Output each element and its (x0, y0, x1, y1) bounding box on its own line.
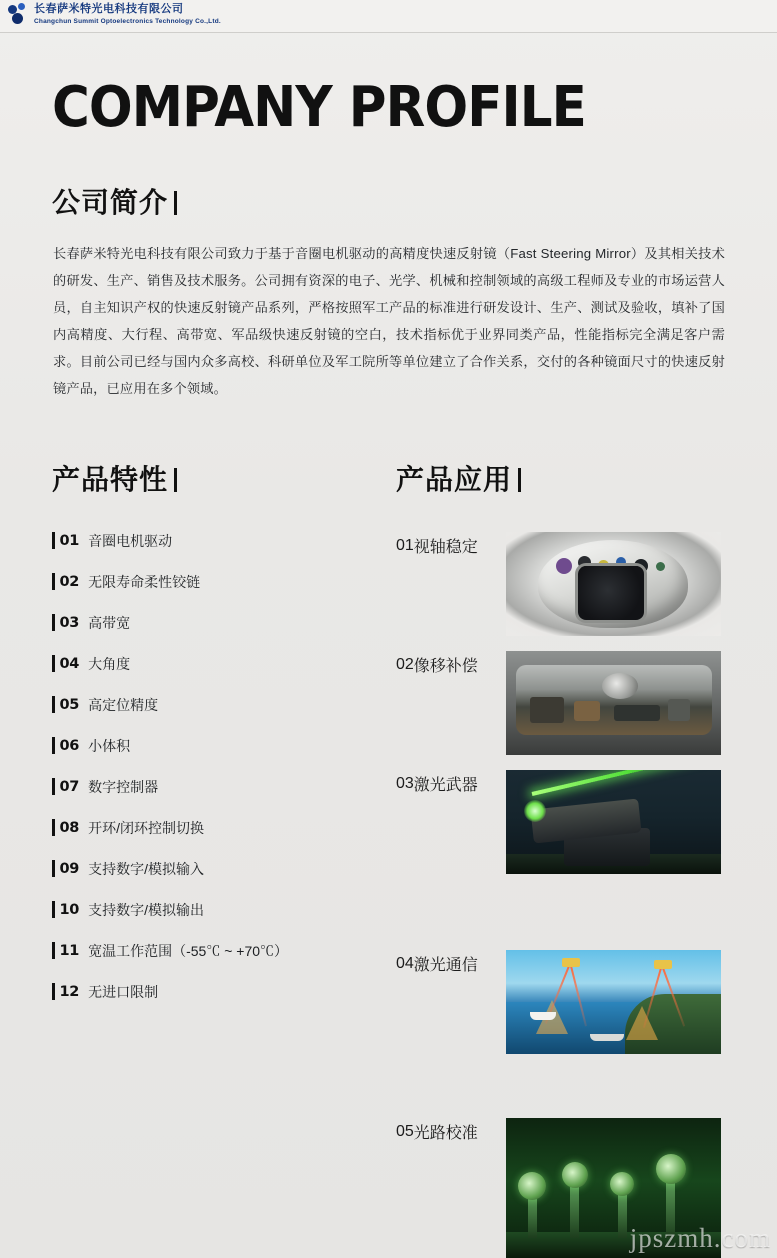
item-bar-icon (52, 737, 55, 754)
features-heading (52, 458, 177, 498)
item-label: 视轴稳定 (413, 539, 478, 556)
item-label: 音圈电机驱动 (88, 533, 173, 549)
item-number: 03 (396, 774, 414, 792)
list-item (52, 983, 372, 1005)
laser-weapon-image (506, 770, 721, 874)
list-item (52, 573, 372, 595)
list-item (52, 819, 372, 841)
item-number: 04 (396, 954, 414, 972)
application-label-group (396, 651, 506, 676)
item-number-group (52, 655, 79, 672)
list-item (52, 901, 372, 923)
item-number-group (52, 942, 79, 959)
features-heading-text: 产品特性 (52, 464, 169, 495)
item-label: 光路校准 (413, 1125, 478, 1142)
list-item (52, 614, 372, 636)
item-label: 小体积 (88, 738, 131, 754)
item-bar-icon (52, 901, 55, 918)
company-name-en: Changchun Summit Optoelectronics Technology Co.,Ltd. (34, 18, 221, 25)
item-label: 无限寿命柔性铰链 (88, 574, 201, 590)
heading-tick-icon (174, 468, 177, 492)
company-intro-paragraph: 长春萨米特光电科技有限公司致力于基于音圈电机驱动的高精度快速反射镜（Fast Steering Mirror）及其相关技术的研发、生产、销售及技术服务。公司拥有资深的电子、光学、机械和控制领域的高级工程师及专业的市场运营人员，自主知识产权的快速反射镜产品系列，严格按照军工产品的标准进行研发设计、生产、测试及验收，填补了国内高精度、大行程、高带宽、军品级快速反射镜的空白，技术指标优于业界同类产品，性能指标完全满足客户需求。目前公司已经与国内众多高校、科研单位及军工院所等单位建立了合作关系，交付的各种镜面尺寸的快速反射镜产品，已应用在多个领域。 (53, 246, 725, 396)
laser-communication-image (506, 950, 721, 1054)
item-number-group (52, 860, 79, 877)
application-item (396, 950, 721, 1054)
item-label: 高定位精度 (88, 697, 159, 713)
item-number-group (52, 573, 79, 590)
item-bar-icon (52, 983, 55, 1000)
applications-heading (396, 458, 521, 498)
item-bar-icon (52, 614, 55, 631)
item-number: 10 (59, 901, 80, 918)
list-item (52, 942, 372, 964)
gimbal-turret-image (506, 532, 721, 636)
item-bar-icon (52, 819, 55, 836)
item-number-group (52, 737, 79, 754)
page-title-cn (52, 181, 177, 221)
item-label: 激光武器 (413, 777, 478, 794)
item-number-group (52, 983, 79, 1000)
application-item (396, 770, 721, 874)
item-label: 宽温工作范围（-55℃ ~ +70℃） (88, 943, 289, 959)
item-number-group (52, 614, 79, 631)
item-number: 02 (59, 573, 80, 590)
application-label-group (396, 1118, 506, 1143)
item-number: 02 (396, 655, 414, 673)
list-item (52, 778, 372, 800)
item-label: 无进口限制 (88, 984, 159, 1000)
item-bar-icon (52, 573, 55, 590)
item-number: 04 (59, 655, 80, 672)
item-label: 支持数字/模拟输出 (88, 902, 204, 918)
item-number: 08 (59, 819, 80, 836)
logo-mark-icon (8, 3, 30, 25)
item-label: 大角度 (88, 656, 131, 672)
features-list (52, 532, 372, 1024)
application-label-group (396, 770, 506, 795)
item-number: 03 (59, 614, 80, 631)
item-number: 12 (59, 983, 80, 1000)
heading-tick-icon (518, 468, 521, 492)
item-number-group (52, 778, 79, 795)
list-item (52, 737, 372, 759)
list-item (52, 696, 372, 718)
list-item (52, 860, 372, 882)
page-title-cn-text: 公司简介 (52, 187, 169, 218)
item-number: 06 (59, 737, 80, 754)
item-label: 激光通信 (413, 957, 478, 974)
application-label-group (396, 950, 506, 975)
item-number-group (52, 696, 79, 713)
item-bar-icon (52, 696, 55, 713)
application-item (396, 651, 721, 755)
list-item (52, 532, 372, 554)
item-bar-icon (52, 860, 55, 877)
application-item (396, 532, 721, 636)
item-bar-icon (52, 655, 55, 672)
item-number: 11 (59, 942, 80, 959)
item-label: 高带宽 (88, 615, 131, 631)
item-label: 数字控制器 (88, 779, 159, 795)
item-bar-icon (52, 778, 55, 795)
item-number-group (52, 819, 79, 836)
item-number-group (52, 532, 79, 549)
item-number: 07 (59, 778, 80, 795)
optical-tube-assembly-image (506, 651, 721, 755)
item-label: 像移补偿 (413, 658, 478, 675)
list-item (52, 655, 372, 677)
item-number: 05 (59, 696, 80, 713)
company-name-cn: 长春萨米特光电科技有限公司 (34, 3, 184, 15)
item-number: 01 (59, 532, 80, 549)
item-number: 05 (396, 1122, 414, 1140)
page-title-en: COMPANY PROFILE (52, 75, 586, 140)
item-number: 01 (396, 536, 414, 554)
applications-heading-text: 产品应用 (396, 464, 513, 495)
item-bar-icon (52, 532, 55, 549)
watermark: jpszmh.com (629, 1223, 771, 1253)
item-label: 开环/闭环控制切换 (88, 820, 204, 836)
item-number: 09 (59, 860, 80, 877)
application-label-group (396, 532, 506, 557)
item-bar-icon (52, 942, 55, 959)
page-header (0, 0, 777, 33)
company-logo (8, 3, 221, 26)
item-label: 支持数字/模拟输入 (88, 861, 204, 877)
item-number-group (52, 901, 79, 918)
heading-tick-icon (174, 191, 177, 215)
